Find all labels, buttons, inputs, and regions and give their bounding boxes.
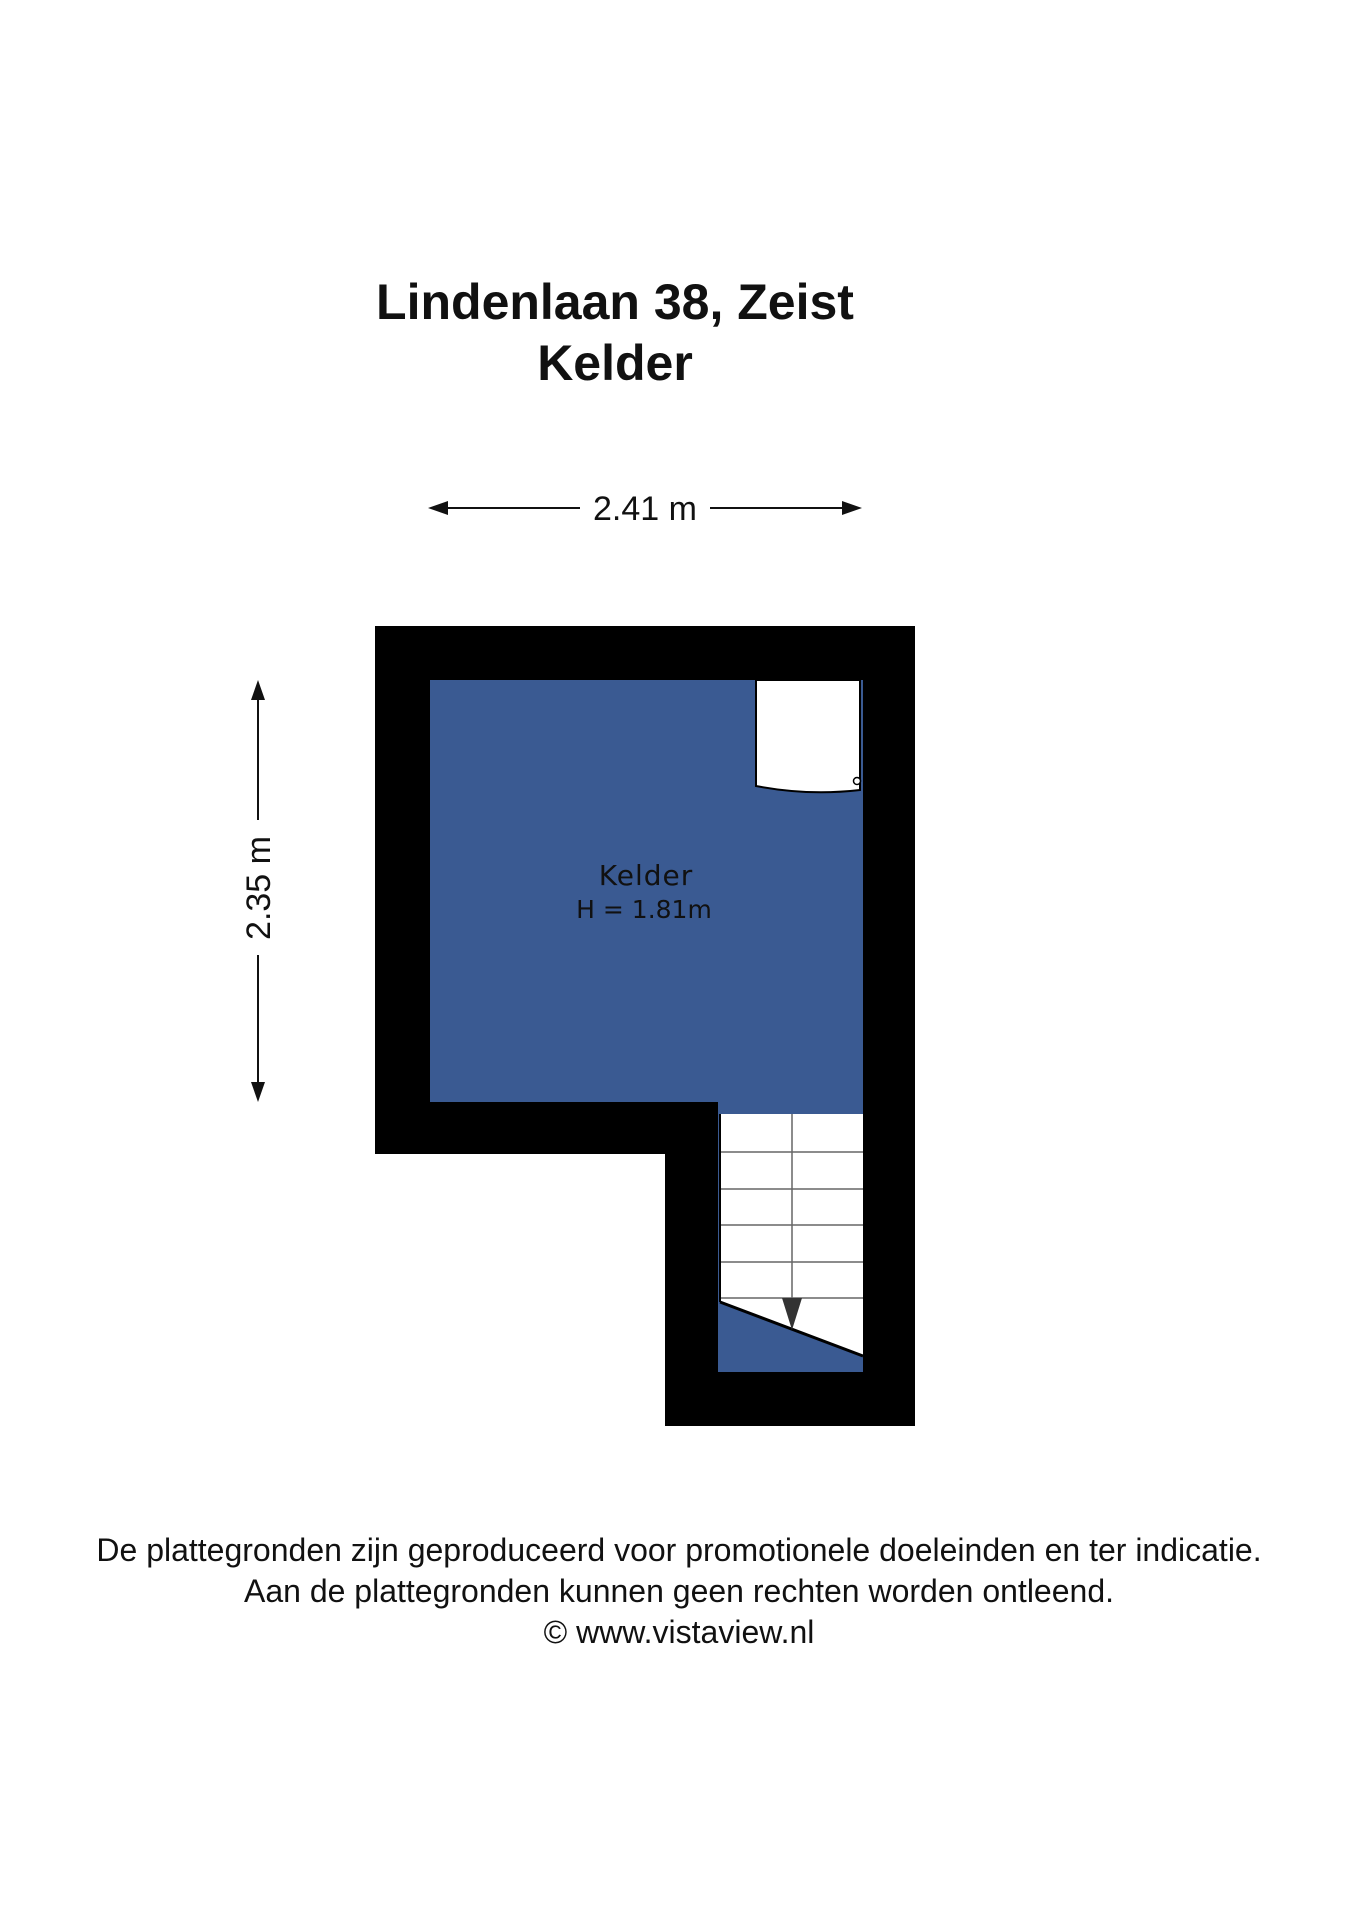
arrow-up-icon xyxy=(251,680,265,700)
corner-fixture xyxy=(756,680,861,792)
room-name: Kelder xyxy=(598,859,694,892)
disclaimer-line: Aan de plattegronden kunnen geen rechten worden ontleend. xyxy=(243,1573,1114,1609)
disclaimer-line: De plattegronden zijn geproduceerd voor promotionele doeleinden en ter indicatie. xyxy=(96,1532,1262,1568)
arrow-right-icon xyxy=(842,501,862,515)
width-label: 2.41 m xyxy=(593,490,697,528)
room-height: H = 1.81m xyxy=(576,895,712,924)
floor-title: Kelder xyxy=(537,335,693,391)
width-dimension xyxy=(428,490,862,528)
arrow-down-icon xyxy=(251,1082,265,1102)
arrow-left-icon xyxy=(428,501,448,515)
depth-dimension xyxy=(240,680,278,1102)
page-title: Lindenlaan 38, Zeist xyxy=(376,274,854,330)
depth-label: 2.35 m xyxy=(240,836,278,940)
copyright: © www.vistaview.nl xyxy=(543,1614,815,1650)
